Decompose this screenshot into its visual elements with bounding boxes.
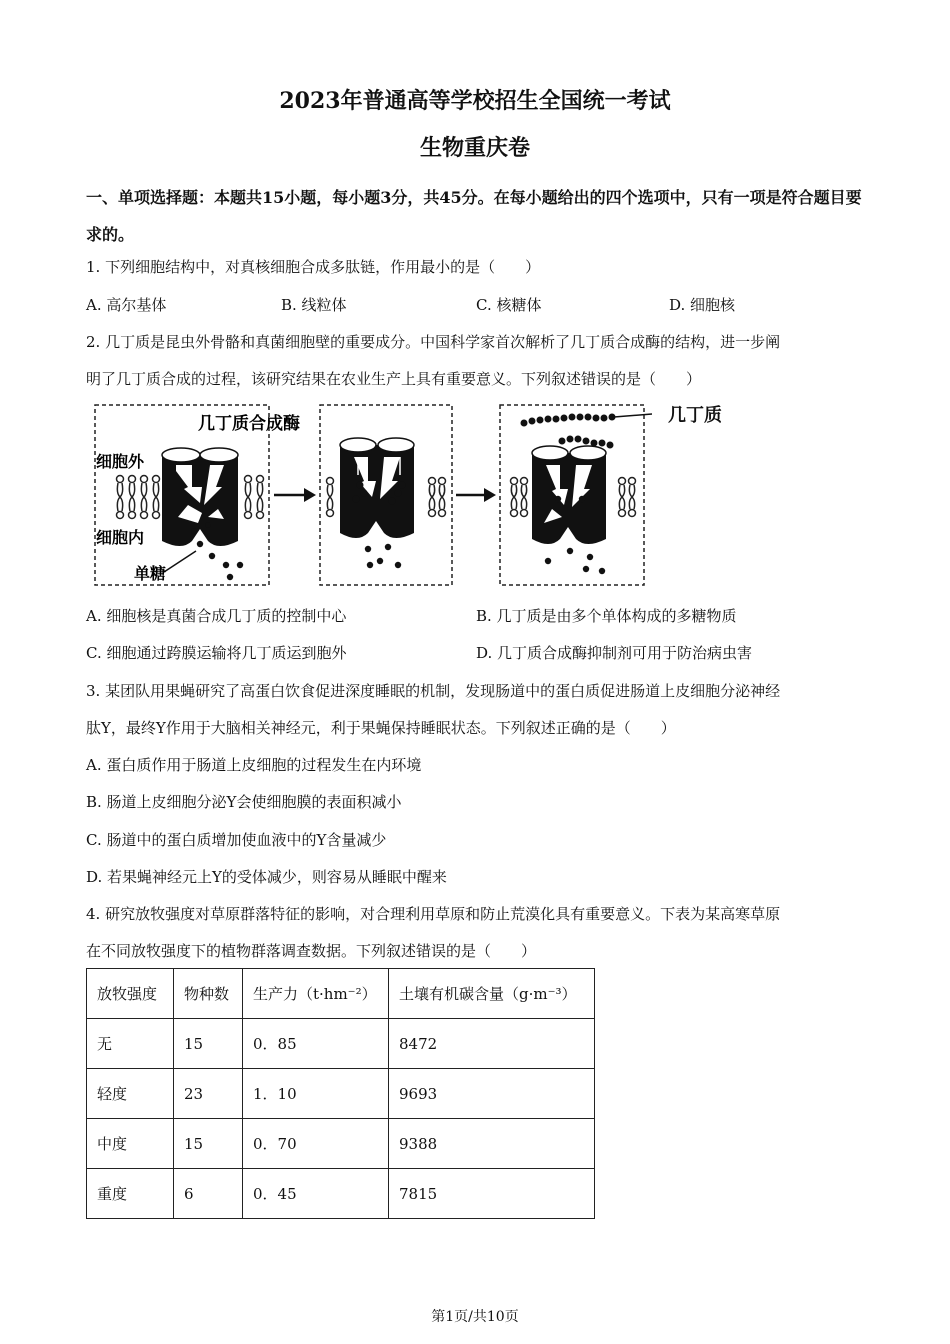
- figure-panel-1: [95, 405, 300, 585]
- q3-option-c: C. 肠道中的蛋白质增加使血液中的Y含量减少: [86, 831, 387, 849]
- exam-subtitle: 生物重庆卷: [419, 135, 530, 161]
- q2-option-d: D. 几丁质合成酶抑制剂可用于防治病虫害: [476, 644, 753, 662]
- monosaccharide-label: 单糖: [134, 564, 167, 583]
- membrane-lipids-left: [511, 478, 528, 517]
- q3-stem-line1: 3. 某团队用果蝇研究了高蛋白饮食促进深度睡眠的机制，发现肠道中的蛋白质促进肠道上皮细胞分泌神经: [86, 682, 781, 700]
- table-row: [87, 1019, 595, 1069]
- q2-stem-line2: 明了几丁质合成的过程，该研究结果在农业生产上具有重要意义。下列叙述错误的是（ ）: [86, 370, 702, 388]
- table-cell: 0．45: [243, 1169, 389, 1219]
- q4-stem-line1: 4. 研究放牧强度对草原群落特征的影响，对合理利用草原和防止荒漠化具有重要意义。下表为某高寒草原: [86, 905, 781, 923]
- table-cell: 23: [174, 1069, 243, 1119]
- chitin-label: 几丁质: [668, 405, 722, 426]
- membrane-lipids-left: [117, 476, 160, 519]
- table-cell: 8472: [389, 1019, 595, 1069]
- table-cell: 0．85: [243, 1019, 389, 1069]
- table-cell: 15: [174, 1119, 243, 1169]
- membrane-lipids-right: [619, 478, 636, 517]
- arrow-icon: [274, 488, 316, 502]
- q1-option-c: C. 核糖体: [476, 296, 542, 314]
- q3-option-a: A. 蛋白质作用于肠道上皮细胞的过程发生在内环境: [86, 756, 422, 774]
- q2-option-a: A. 细胞核是真菌合成几丁质的控制中心: [86, 607, 347, 625]
- figure-panel-2: [320, 405, 452, 585]
- section-heading: 一、单项选择题：本题共15小题，每小题3分，共45分。在每小题给出的四个选项中，只有一项是符合题目要求的。: [86, 188, 862, 244]
- exam-title: 2023年普通高等学校招生全国统一考试: [279, 88, 671, 114]
- chitin-synthase-figure: [92, 401, 652, 591]
- figure-panel-3: [500, 405, 652, 585]
- chitin-synthase-enzyme: [532, 446, 606, 544]
- page-footer: 第1页/共10页: [431, 1309, 519, 1325]
- q3-stem-line2: 肽Y，最终Y作用于大脑相关神经元，利于果蝇保持睡眠状态。下列叙述正确的是（ ）: [86, 719, 676, 737]
- table-cell: 15: [174, 1019, 243, 1069]
- membrane-lipids-left: [327, 478, 334, 517]
- monosaccharide-pointer: [164, 551, 196, 572]
- table-header-cell: 物种数: [174, 969, 243, 1019]
- table-cell: 9388: [389, 1119, 595, 1169]
- chitin-pointer: [614, 414, 652, 417]
- table-cell: 7815: [389, 1169, 595, 1219]
- inside-label: 细胞内: [96, 528, 145, 547]
- table-header-cell: 放牧强度: [87, 969, 174, 1019]
- table-row: [87, 1119, 595, 1169]
- q3-option-d: D. 若果蝇神经元上Y的受体减少，则容易从睡眠中醒来: [86, 868, 447, 886]
- table-cell: 1．10: [243, 1069, 389, 1119]
- q1-stem: 1. 下列细胞结构中，对真核细胞合成多肽链，作用最小的是（ ）: [86, 258, 541, 276]
- table-row: [87, 1169, 595, 1219]
- q2-stem-line1: 2. 几丁质是昆虫外骨骼和真菌细胞壁的重要成分。中国科学家首次解析了几丁质合成酶的结构，进一步阐: [86, 333, 781, 351]
- q3-option-b: B. 肠道上皮细胞分泌Y会使细胞膜的表面积减小: [86, 793, 402, 811]
- enzyme-label: 几丁质合成酶: [198, 414, 300, 434]
- table-cell: 9693: [389, 1069, 595, 1119]
- membrane-lipids-right: [245, 476, 264, 519]
- q2-option-b: B. 几丁质是由多个单体构成的多糖物质: [476, 607, 737, 625]
- table-row: [87, 1069, 595, 1119]
- table-cell: 重度: [87, 1169, 174, 1219]
- q2-option-c: C. 细胞通过跨膜运输将几丁质运到胞外: [86, 644, 347, 662]
- table-header-cell: 土壤有机碳含量（g·m⁻³）: [389, 969, 595, 1019]
- grazing-data-table: [86, 968, 595, 1219]
- table-cell: 0．70: [243, 1119, 389, 1169]
- q1-option-b: B. 线粒体: [281, 296, 347, 314]
- table-cell: 6: [174, 1169, 243, 1219]
- table-cell: 无: [87, 1019, 174, 1069]
- q4-stem-line2: 在不同放牧强度下的植物群落调查数据。下列叙述错误的是（ ）: [86, 942, 537, 960]
- arrow-icon: [456, 488, 496, 502]
- chitin-synthase-enzyme: [162, 448, 238, 546]
- outside-label: 细胞外: [96, 452, 145, 471]
- membrane-lipids-right: [429, 478, 446, 517]
- chitin-chain: [521, 414, 616, 449]
- table-header-row: [87, 969, 595, 1019]
- q1-option-a: A. 高尔基体: [86, 296, 167, 314]
- table-cell: 中度: [87, 1119, 174, 1169]
- table-header-cell: 生产力（t·hm⁻²）: [243, 969, 389, 1019]
- table-cell: 轻度: [87, 1069, 174, 1119]
- q1-option-d: D. 细胞核: [669, 296, 736, 314]
